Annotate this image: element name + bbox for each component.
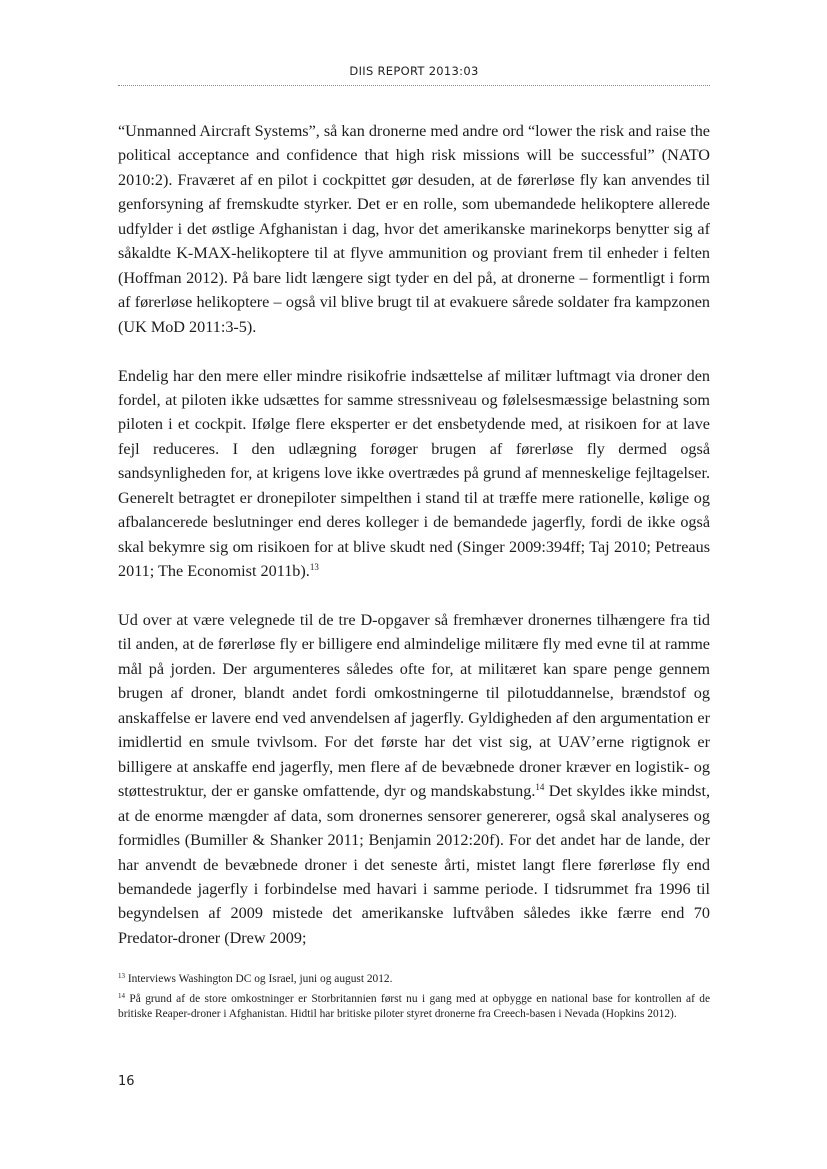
body-paragraph [118,608,710,950]
paragraph-text: Det skyldes ikke mindst, at de enorme mængder af data, som dronernes sensorer genererer, også skal analyseres og formidles (Bumiller & Shanker 2011; Benjamin 2012:20f). For det andet har de lande, der har anvendt de bevæbnede droner i det seneste årti, mistet langt flere førerløse fly end bemandede jagerfly i forbindelse med havari i samme periode. I tidsrummet fra 1996 til begyndelsen af 2009 mistede det amerikanske luftvåben således ikke færre end 70 Predator-droner (Drew 2009; [118,782,710,947]
footnote-text: På grund af de store omkostninger er Storbritannien først nu i gang med at opbygge en national base for kontrollen af de britiske Reaper-droner i Afghanistan. Hidtil har britiske piloter styret dronerne fra Creech-basen i Nevada (Hopkins 2012). [118,992,711,1021]
body-paragraph [118,119,710,339]
paragraph-text: Ud over at være velegnede til de tre D-opgaver så fremhæver dronernes tilhængere fra tid til anden, at de førerløse fly er billigere end almindelige militære fly med evne til at ramme mål på jorden. Der argumenteres således ofte for, at militæret kan spare penge gennem brugen af droner, blandt andet fordi omkostningerne til pilotuddannelse, brændstof og anskaffelse er lavere end ved anvendelsen af jagerfly. Gyldigheden af den argumentation er imidlertid en smule tvivlsom. For det første har det vist sig, at UAV’erne rigtignok er billigere at anskaffe end jagerfly, men flere af de bevæbnede droner kræver en logistik- og støttestruktur, der er ganske omfattende, dyr og mandskabstung. [118,611,710,801]
footnote-reference[interactable]: 14 [535,782,545,793]
header-divider [118,85,710,86]
running-header: DIIS REPORT 2013:03 [349,64,479,78]
footnote-text: Interviews Washington DC og Israel, juni og august 2012. [127,973,393,985]
paragraph-text: “Unmanned Aircraft Systems”, så kan dronerne med andre ord “lower the risk and raise the political acceptance and confidence that high risk missions will be successful” (NATO 2010:2). Fraværet af en pilot i cockpittet gør desuden, at de førerløse fly kan anvendes til genforsyning af fremskudte styrker. Det er en rolle, som ubemandede helikoptere allerede udfylder i det østlige Afghanistan i dag, hvor det amerikanske marinekorps benytter sig af såkaldte K-MAX-helikoptere til at flyve ammunition og proviant frem til enheder i felten (Hoffman 2012). På bare lidt længere sigt tyder en del på, at dronerne – formentligt i form af førerløse helikoptere – også vil blive brugt til at evakuere sårede soldater fra kampzonen (UK MoD 2011:3-5). [118,122,710,336]
footnotes [118,972,710,1027]
body-text [118,119,710,975]
footnote [118,992,710,1023]
body-paragraph [118,364,710,584]
footnote-reference[interactable]: 13 [309,562,319,573]
page-number: 16 [118,1074,135,1089]
footnote [118,972,710,988]
footnote-number: 14 [118,991,125,1000]
paragraph-text: Endelig har den mere eller mindre risikofrie indsættelse af militær luftmagt via droner den fordel, at piloten ikke udsættes for samme stressniveau og følelsesmæssige belastning som piloten i et cockpit. Ifølge flere eksperter er det ensbetydende med, at risikoen for at lave fejl reduceres. I den udlægning forøger brugen af førerløse fly dermed også sandsynligheden for, at krigens love ikke overtrædes på grund af menneskelige fejltagelser. Generelt betragtet er dronepiloter simpelthen i stand til at træffe mere rationelle, kølige og afbalancerede beslutninger end deres kolleger i de bemandede jagerfly, fordi de ikke også skal bekymre sig om risikoen for at blive skudt ned (Singer 2009:394ff; Taj 2010; Petreaus 2011; The Economist 2011b). [118,366,710,581]
footnote-number: 13 [118,972,125,980]
